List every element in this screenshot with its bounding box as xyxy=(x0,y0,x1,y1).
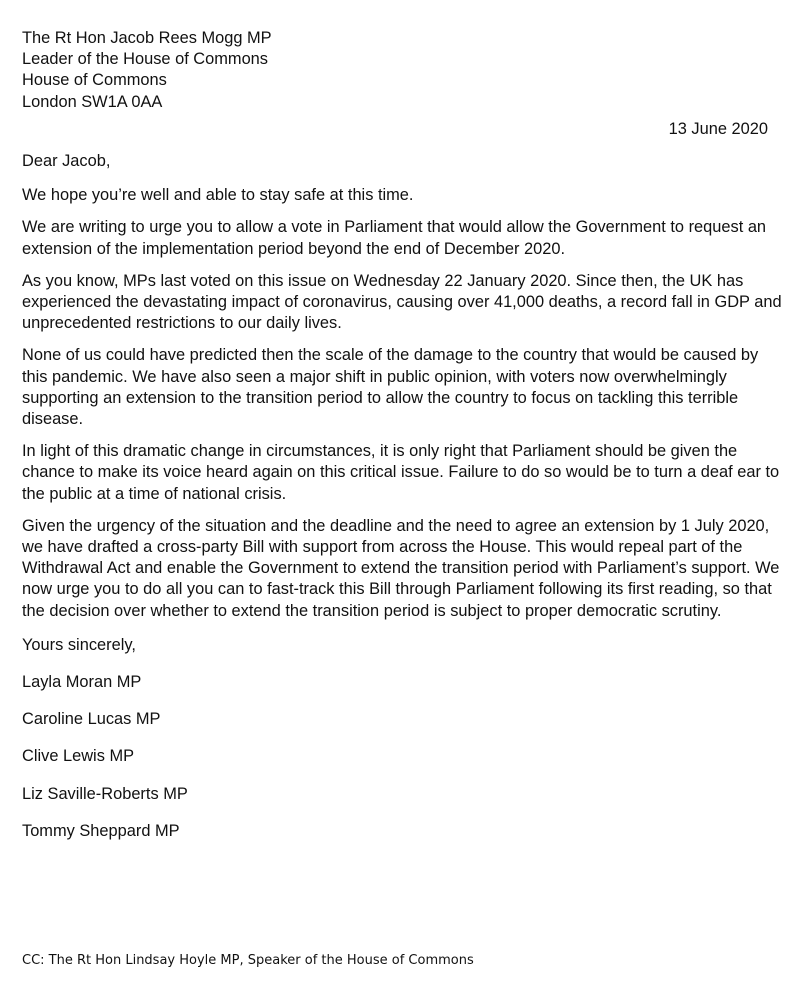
paragraph-circumstances: In light of this dramatic change in circumstances, it is only right that Parliament should be given the chance to make its voice heard again on this critical issue. Failure to do so would be to turn a deaf ear to the public at a time of national crisis. xyxy=(22,442,780,503)
paragraph-greeting: We hope you’re well and able to stay safe at this time. xyxy=(22,186,414,205)
closing: Yours sincerely, xyxy=(22,635,136,654)
address-line-title: Leader of the House of Commons xyxy=(22,50,268,69)
paragraph-request: We are writing to urge you to allow a vote in Parliament that would allow the Government to request an extension of the implementation period beyond the end of December 2020. xyxy=(22,218,767,258)
address-line-name: The Rt Hon Jacob Rees Mogg MP xyxy=(22,29,272,47)
paragraph-pandemic: None of us could have predicted then the scale of the damage to the country that would be caused by this pandemic. We have also seen a major shift in public opinion, with voters now overwhelmingly supporting an extension to the transition period to allow the country to focus on tackling this terrible disease. xyxy=(22,346,759,429)
address-line-postcode: London SW1A 0AA xyxy=(22,92,163,111)
salutation: Dear Jacob, xyxy=(22,152,111,171)
signatory-name: Caroline Lucas MP xyxy=(22,710,161,729)
signatory-name: Layla Moran MP xyxy=(22,673,142,692)
paragraph-context: As you know, MPs last voted on this issue on Wednesday 22 January 2020. Since then, the UK has experienced the devastating impact of coronavirus, causing over 41,000 deaths, a record fall in GDP and unprecedented restrictions to our daily lives. xyxy=(22,271,782,333)
cc-line: CC: The Rt Hon Lindsay Hoyle MP, Speaker of the House of Commons xyxy=(22,953,474,968)
signatory-name: Liz Saville-Roberts MP xyxy=(22,784,188,803)
recipient-address xyxy=(22,28,782,113)
signatory-name: Tommy Sheppard MP xyxy=(22,821,180,840)
address-line-building: House of Commons xyxy=(22,71,167,90)
letter xyxy=(22,28,782,842)
letter-date: 13 June 2020 xyxy=(668,119,768,138)
signatory-list xyxy=(22,672,782,842)
signatory-name: Clive Lewis MP xyxy=(22,747,135,766)
paragraph-bill: Given the urgency of the situation and the deadline and the need to agree an extension by 1 July 2020, we have drafted a cross-party Bill with support from across the House. This would repeal part of the Withdrawal Act and enable the Government to extend the transition period with Parliament’s support. We now urge you to do all you can to fast-track this Bill through Parliament following its first reading, so that the decision over whether to extend the transition period is subject to proper democratic scrutiny. xyxy=(22,516,780,620)
